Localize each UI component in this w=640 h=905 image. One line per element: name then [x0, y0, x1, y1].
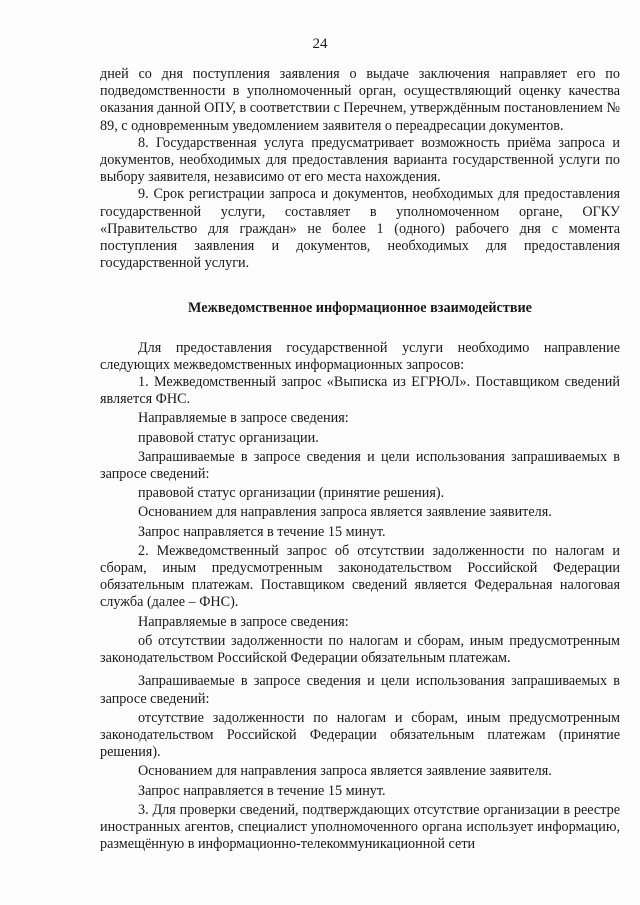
request-1-requested-label: Запрашиваемые в запросе сведения и цели использования запрашиваемых в запросе сведений: — [100, 448, 620, 483]
request-1-requested-value: правовой статус организации (принятие решения). — [138, 485, 445, 502]
request-2-timing: Запрос направляется в течение 15 минут. — [138, 782, 386, 799]
request-1-basis: Основанием для направления запроса является заявление заявителя. — [138, 504, 552, 521]
document-body — [100, 66, 620, 853]
request-2-requested-value: отсутствие задолженности по налогам и сборам, иным предусмотренным законодательством Российской Федерации обязательным платежам (принятие решения). — [100, 709, 620, 761]
request-1-timing: Запрос направляется в течение 15 минут. — [138, 523, 386, 540]
request-2-sent-label: Направляемые в запросе сведения: — [138, 613, 349, 630]
paragraph-item-9: 9. Срок регистрации запроса и документов, необходимых для предоставления государственной услуги, составляет в уполномоченном органе, ОГКУ «Правительство для граждан» не более 1 (одного) рабочего дня с момента поступления заявления и документов, необходимых для предоставления государственной услуги. — [100, 186, 620, 272]
request-2-requested-label: Запрашиваемые в запросе сведения и цели использования запрашиваемых в запросе сведений: — [100, 673, 620, 707]
section-heading: Межведомственное информационное взаимодействие — [188, 300, 532, 317]
paragraph-continuation: дней со дня поступления заявления о выдаче заключения направляет его по подведомственности в уполномоченный орган, осуществляющий оценку качества оказания данной ОПУ, в соответствии с Перечнем, утверждённым постановлением № 89, с одновременным уведомлением заявителя о переадресации документов. — [100, 66, 620, 134]
paragraph-item-8: 8. Государственная услуга предусматривает возможность приёма запроса и документов, необходимых для предоставления варианта государственной услуги по выбору заявителя, независимо от его места нахождения. — [100, 134, 620, 186]
intro-paragraph: Для предоставления государственной услуги необходимо направление следующих межведомственных информационных запросов: — [100, 339, 620, 373]
request-2-basis: Основанием для направления запроса является заявление заявителя. — [138, 763, 552, 780]
request-3-title: 3. Для проверки сведений, подтверждающих отсутствие организации в реестре иностранных агентов, специалист уполномоченного органа использует информацию, размещённую в информационно-телекоммуникационной сети — [100, 801, 620, 853]
request-1-title: 1. Межведомственный запрос «Выписка из ЕГРЮЛ». Поставщиком сведений является ФНС. — [100, 374, 620, 408]
request-1-sent-label: Направляемые в запросе сведения: — [138, 410, 349, 427]
page-number: 24 — [312, 36, 328, 52]
request-1-sent-value: правовой статус организации. — [138, 429, 319, 446]
request-2-sent-value: об отсутствии задолженности по налогам и сборам, иным предусмотренным законодательством Российской Федерации обязательным платежам. — [100, 632, 620, 667]
request-2-title: 2. Межведомственный запрос об отсутствии задолженности по налогам и сборам, иным предусмотренным законодательством Российской Федерации обязательным платежам. Поставщиком сведений является Федеральная налоговая служба (далее – ФНС). — [100, 542, 620, 611]
